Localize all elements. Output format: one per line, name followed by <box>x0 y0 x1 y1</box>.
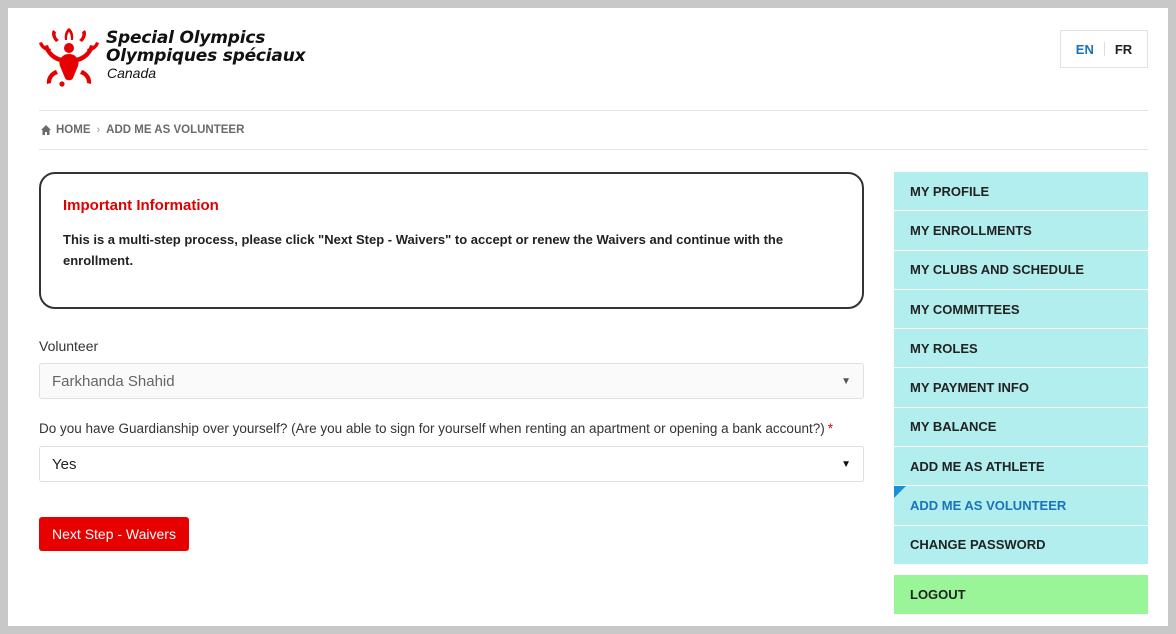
important-info-box <box>39 172 864 309</box>
sidebar-item-label: CHANGE PASSWORD <box>910 537 1046 553</box>
required-asterisk: * <box>827 421 833 436</box>
next-step-waivers-button[interactable]: Next Step - Waivers <box>39 517 189 551</box>
sidebar-item-my-enrollments[interactable] <box>894 211 1148 250</box>
sidebar-item-add-me-as-volunteer[interactable] <box>894 486 1148 525</box>
volunteer-selected-value: Farkhanda Shahid <box>52 372 175 390</box>
logo-line-3: Canada <box>107 65 157 81</box>
guardianship-label-text: Do you have Guardianship over yourself? (Are you able to sign for yourself when renting an apartment or opening a bank account?) <box>39 421 825 436</box>
special-olympics-logo-icon <box>38 26 100 88</box>
breadcrumb-divider <box>39 149 1148 150</box>
sidebar-item-my-payment-info[interactable] <box>894 368 1148 407</box>
sidebar-item-add-me-as-athlete[interactable] <box>894 447 1148 486</box>
logo-text <box>106 29 305 82</box>
logo-line-2: Olympiques spéciaux <box>106 46 306 66</box>
breadcrumb <box>40 124 244 136</box>
info-title: Important Information <box>63 197 219 214</box>
home-icon <box>40 124 52 136</box>
lang-fr-link[interactable]: FR <box>1114 41 1133 57</box>
sidebar-item-label: MY COMMITTEES <box>910 301 1020 317</box>
caret-down-icon: ▼ <box>841 375 851 387</box>
sidebar-item-label: MY BALANCE <box>910 419 997 435</box>
guardianship-selected-value: Yes <box>52 455 77 473</box>
logo-line-1: Special Olympics <box>106 28 266 48</box>
breadcrumb-chevron-icon: › <box>96 124 101 136</box>
sidebar-item-label: ADD ME AS ATHLETE <box>910 458 1045 474</box>
sidebar-item-my-clubs-and-schedule[interactable] <box>894 251 1148 290</box>
breadcrumb-home-link[interactable]: HOME <box>56 124 91 136</box>
header-divider <box>39 110 1148 111</box>
sidebar-item-my-profile[interactable] <box>894 172 1148 211</box>
logo[interactable] <box>38 26 305 88</box>
sidebar-item-my-balance[interactable] <box>894 408 1148 447</box>
sidebar-item-my-committees[interactable] <box>894 290 1148 329</box>
sidebar-menu <box>894 172 1148 614</box>
language-switcher <box>1060 30 1148 68</box>
active-indicator-icon <box>894 486 906 498</box>
page <box>8 8 1168 626</box>
guardianship-label <box>39 421 833 436</box>
sidebar-item-my-roles[interactable] <box>894 329 1148 368</box>
sidebar-item-label: MY CLUBS AND SCHEDULE <box>910 262 1085 278</box>
logout-label: LOGOUT <box>910 586 966 602</box>
sidebar-item-label: ADD ME AS VOLUNTEER <box>910 498 1067 514</box>
breadcrumb-current: ADD ME AS VOLUNTEER <box>106 124 245 136</box>
guardianship-select[interactable] <box>39 446 864 482</box>
sidebar-item-label: MY PAYMENT INFO <box>910 380 1029 396</box>
caret-down-icon: ▼ <box>841 458 851 470</box>
sidebar-item-label: MY ENROLLMENTS <box>910 222 1032 238</box>
volunteer-label: Volunteer <box>39 338 99 354</box>
sidebar-item-label: MY ROLES <box>910 340 978 356</box>
sidebar-item-label: MY PROFILE <box>910 183 990 199</box>
volunteer-select[interactable] <box>39 363 864 399</box>
logout-button[interactable] <box>894 575 1148 614</box>
sidebar-item-change-password[interactable] <box>894 526 1148 565</box>
info-text: This is a multi-step process, please click "Next Step - Waivers" to accept or renew the Waivers and continue with the enrollment. <box>63 232 784 268</box>
lang-en-link[interactable]: EN <box>1075 41 1094 57</box>
